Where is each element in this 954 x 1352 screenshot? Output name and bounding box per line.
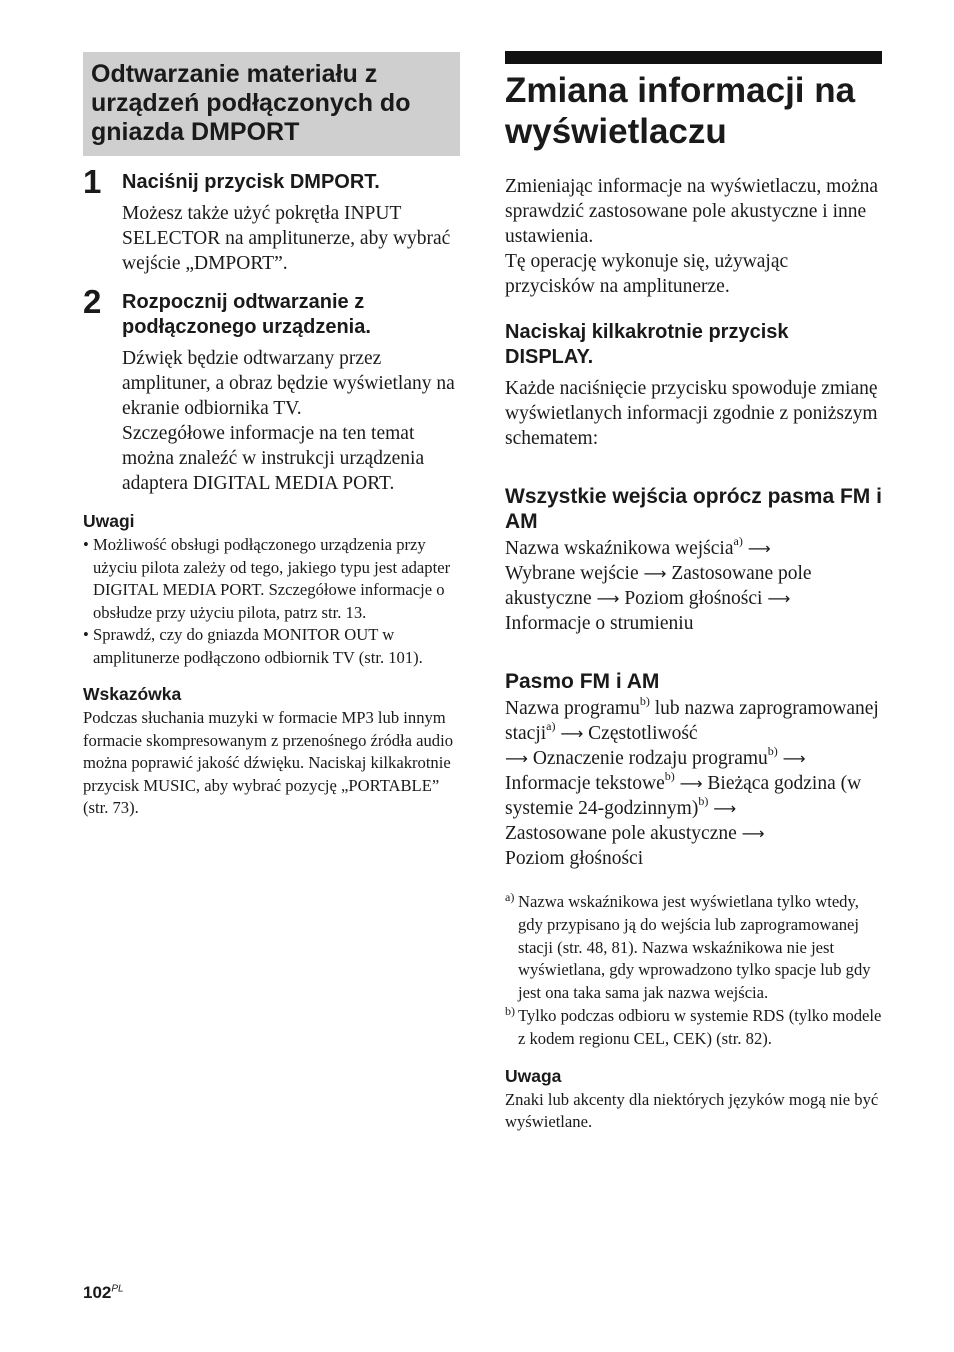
right-arrow-icon: ⟶ xyxy=(747,539,771,558)
right-arrow-icon: ⟶ xyxy=(560,724,584,743)
step-body-2: Szczegółowe informacje na ten temat można znaleźć w instrukcji urządzenia adaptera DIGITAL MEDIA PORT. xyxy=(122,423,425,494)
title-rule xyxy=(505,51,882,64)
page-title: Zmiana informacji na wyświetlaczu xyxy=(505,71,856,151)
footnote-b: b) Tylko podczas odbioru w systemie RDS (tylko modele z kodem regionu CEL, CEK) (str. 82). xyxy=(505,1003,882,1048)
note-item: • Sprawdź, czy do gniazda MONITOR OUT w amplitunerze podłączono odbiornik TV (str. 101). xyxy=(83,625,423,667)
step-title: Rozpocznij odtwarzanie z podłączonego urządzenia. xyxy=(122,291,371,338)
bullet-icon: • xyxy=(83,535,89,554)
step-number: 1 xyxy=(83,163,102,200)
footnote-a: a) Nazwa wskaźnikowa jest wyświetlana tylko wtedy, gdy przypisano ją do wejścia lub zaprogramowanej stacji (str. 48, 81). Nazwa wskaźnikowa nie jest wyświetlana, gdy wprowadzono tylko spacje lub gdy jest ona taka sama jak nazwa wejścia. xyxy=(505,890,871,1003)
step-number: 2 xyxy=(83,283,102,320)
notes-list xyxy=(83,534,460,669)
note-text: Znaki lub akcenty dla niektórych języków mogą nie być wyświetlane. xyxy=(505,1089,879,1132)
left-column xyxy=(83,52,460,820)
right-arrow-icon: ⟶ xyxy=(643,564,667,583)
right-arrow-icon: ⟶ xyxy=(767,589,791,608)
right-arrow-icon: ⟶ xyxy=(596,589,620,608)
note-item: • Możliwość obsługi podłączonego urządzenia przy użyciu pilota zależy od tego, jakiego typu jest adapter DIGITAL MEDIA PORT. Szczegółowe informacje o obsłudze przy użyciu pilota, patrz str. 13. xyxy=(83,535,451,622)
right-arrow-icon: ⟶ xyxy=(741,824,765,843)
tip-text: Podczas słuchania muzyki w formacie MP3 lub innym formacie skompresowanym z przenośnego źródła audio można poprawić jakość dźwięku. Naciskaj kilkakrotnie przycisk MUSIC, aby wybrać pozycję „PORTABLE” (str. 73). xyxy=(83,708,454,817)
step-body: Dźwięk będzie odtwarzany przez amplituner, a obraz będzie wyświetlany na ekranie odbiornika TV. xyxy=(122,348,455,419)
sequence-fm-am: Nazwa programu$^{b)}$ lub nazwa zaprogramowanej stacji$^{a)}$ ⟶ Częstotliwość ⟶ Oznaczenie rodzaju programu$^{b)}$ ⟶ Informacje tekstowe$^{b)}$ ⟶ Bieżąca godzina (w systemie 24-godzinnym)$^{b)}$ ⟶ Zastosowane pole akustyczne ⟶ Poziom głośności xyxy=(505,693,879,869)
section-heading-fm-am: Pasmo FM i AM xyxy=(505,670,660,693)
language-code: PL xyxy=(111,1283,124,1295)
intro-text-2: Tę operację wykonuje się, używając przycisków na amplitunerze. xyxy=(505,251,789,297)
instruction-heading: Naciskaj kilkakrotnie przycisk DISPLAY. xyxy=(505,321,789,368)
sequence-inputs: Nazwa wskaźnikowa wejścia$^{a)}$ ⟶ Wybrane wejście ⟶ Zastosowane pole akustyczne ⟶ Poziom głośności ⟶ Informacje o strumieniu xyxy=(505,533,812,634)
section-heading-inputs: Wszystkie wejścia oprócz pasma FM i AM xyxy=(505,485,882,533)
right-arrow-icon: ⟶ xyxy=(505,749,528,768)
section-heading-box xyxy=(83,52,460,156)
notes-heading: Uwagi xyxy=(83,511,135,531)
step-1 xyxy=(83,163,460,276)
note-heading: Uwaga xyxy=(505,1065,562,1086)
step-2 xyxy=(83,283,460,496)
intro-text: Zmieniając informacje na wyświetlaczu, można sprawdzić zastosowane pole akustyczne i inne ustawienia. xyxy=(505,176,879,247)
step-body: Możesz także użyć pokrętła INPUT SELECTOR na amplitunerze, aby wybrać wejście „DMPORT”. xyxy=(122,203,451,274)
bullet-icon: • xyxy=(83,625,89,644)
right-arrow-icon: ⟶ xyxy=(713,799,737,818)
page-number: $102^{PL}$ xyxy=(83,1283,124,1302)
right-column xyxy=(505,51,882,1134)
right-arrow-icon: ⟶ xyxy=(679,774,703,793)
tip-heading: Wskazówka xyxy=(83,684,182,704)
step-title: Naciśnij przycisk DMPORT. xyxy=(122,171,380,193)
footnotes xyxy=(505,891,882,1051)
instruction-body: Każde naciśnięcie przycisku spowoduje zmianę wyświetlanych informacji zgodnie z poniższym schematem: xyxy=(505,378,878,449)
section-heading: Odtwarzanie materiału z urządzeń podłączonych do gniazda DMPORT xyxy=(91,60,411,146)
right-arrow-icon: ⟶ xyxy=(782,749,806,768)
